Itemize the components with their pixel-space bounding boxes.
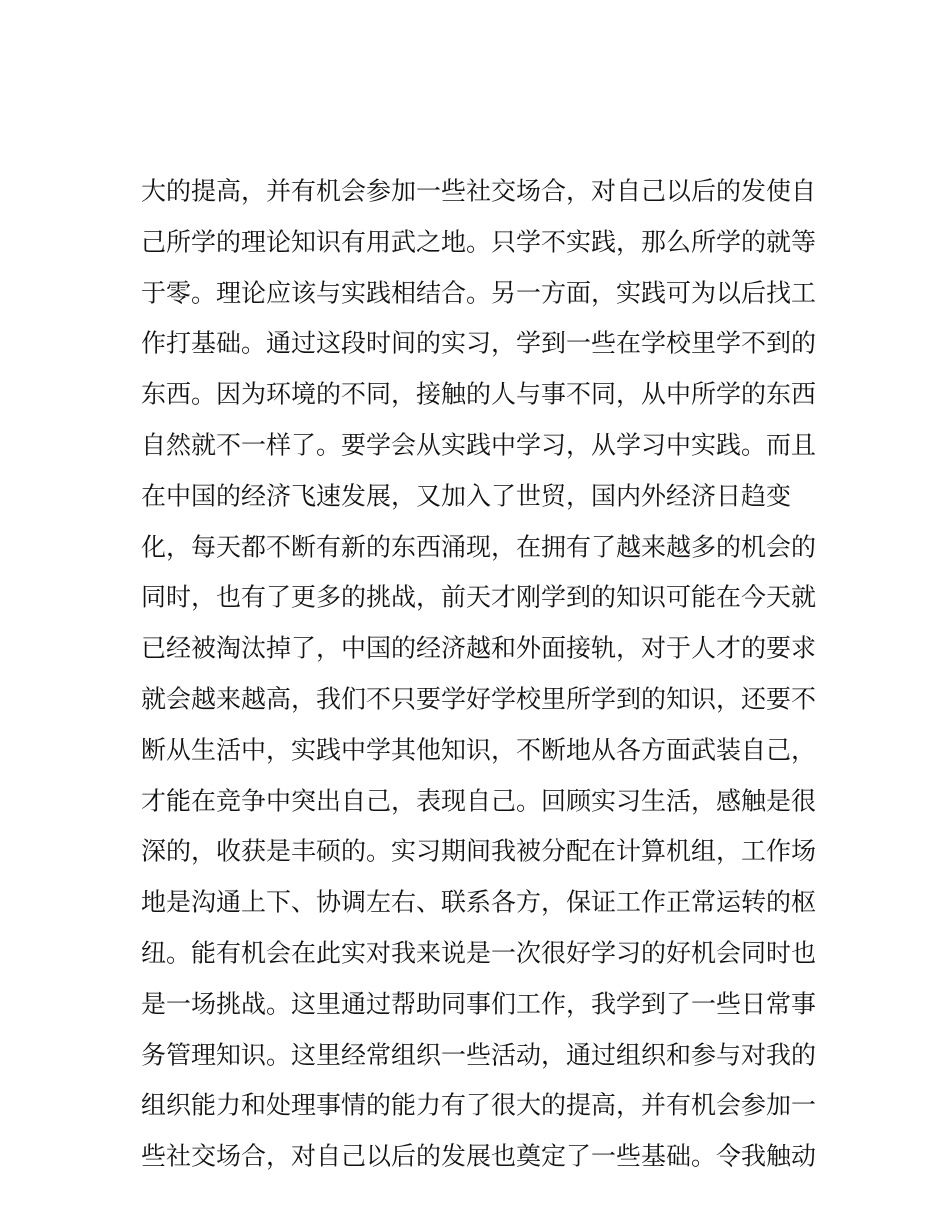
text-line: 在中国的经济飞速发展，又加入了世贸，国内外经济日趋变 — [141, 481, 792, 511]
text-line: 组织能力和处理事情的能力有了很大的提高，并有机会参加一 — [141, 1090, 817, 1120]
text-line: 于零。理论应该与实践相结合。另一方面，实践可为以后找工 — [141, 278, 817, 308]
text-line: 作打基础。通过这段时间的实习，学到一些在学校里学不到的 — [141, 328, 817, 358]
text-line: 东西。因为环境的不同，接触的人与事不同，从中所学的东西 — [141, 379, 817, 409]
text-line: 纽。能有机会在此实对我来说是一次很好学习的好机会同时也 — [141, 938, 817, 968]
text-line: 务管理知识。这里经常组织一些活动，通过组织和参与对我的 — [141, 1040, 817, 1070]
text-line: 是一场挑战。这里通过帮助同事们工作，我学到了一些日常事 — [141, 989, 817, 1019]
text-line: 才能在竞争中突出自己，表现自己。回顾实习生活，感触是很 — [141, 786, 817, 816]
text-line: 断从生活中，实践中学其他知识，不断地从各方面武装自己， — [141, 735, 817, 765]
text-line: 己所学的理论知识有用武之地。只学不实践，那么所学的就等 — [141, 227, 817, 257]
text-line: 自然就不一样了。要学会从实践中学习，从学习中实践。而且 — [141, 430, 817, 460]
text-line: 已经被淘汰掉了，中国的经济越和外面接轨，对于人才的要求 — [141, 633, 817, 663]
text-line: 地是沟通上下、协调左右、联系各方，保证工作正常运转的枢 — [141, 887, 817, 917]
text-line: 深的，收获是丰硕的。实习期间我被分配在计算机组，工作场 — [141, 836, 817, 866]
text-line: 些社交场合，对自己以后的发展也奠定了一些基础。令我触动 — [141, 1141, 817, 1171]
body-text — [141, 176, 821, 1208]
text-line: 同时，也有了更多的挑战，前天才刚学到的知识可能在今天就 — [141, 582, 817, 612]
text-line: 化，每天都不断有新的东西涌现，在拥有了越来越多的机会的 — [141, 532, 817, 562]
text-line: 就会越来越高，我们不只要学好学校里所学到的知识，还要不 — [141, 684, 817, 714]
text-line: 大的提高，并有机会参加一些社交场合，对自己以后的发使自 — [141, 176, 817, 206]
